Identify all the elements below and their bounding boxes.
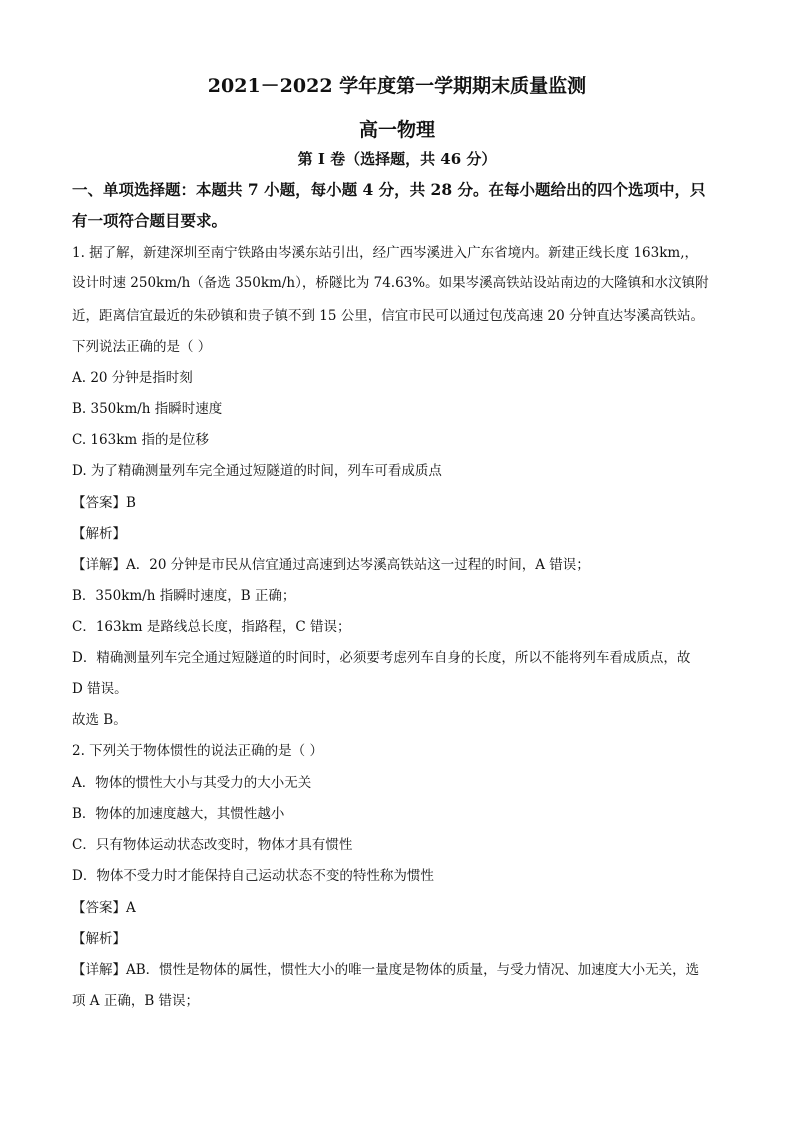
exam-title: 2021－2022 学年度第一学期期末质量监测 xyxy=(207,75,587,97)
q1-option-c: C. 163km 指的是位移 xyxy=(72,432,209,448)
q2-detail-line-1: 【详解】AB．惯性是物体的属性，惯性大小的唯一量度是物体的质量，与受力情况、加速度大小无关，选 xyxy=(72,962,700,978)
subject-title: 高一物理 xyxy=(358,119,435,141)
q1-detail-line-6: 故选 B。 xyxy=(72,712,127,728)
q1-analysis-label: 【解析】 xyxy=(72,526,126,542)
section-heading-line-2: 有一项符合题目要求。 xyxy=(72,211,228,230)
q1-detail-line-5: D 错误。 xyxy=(72,681,128,697)
q2-option-b: B．物体的加速度越大，其惯性越小 xyxy=(72,806,285,822)
section-heading-line-1: 一、单项选择题：本题共 7 小题，每小题 4 分，共 28 分。在每小题给出的四个选项中，只 xyxy=(72,180,706,199)
q2-option-c: C．只有物体运动状态改变时，物体才具有惯性 xyxy=(72,837,353,853)
q2-option-d: D．物体不受力时才能保持自己运动状态不变的特性称为惯性 xyxy=(72,868,434,884)
q2-detail-line-2: 项 A 正确，B 错误； xyxy=(72,993,200,1009)
q1-stem-line-4: 下列说法正确的是（ ） xyxy=(72,339,212,355)
q1-answer: 【答案】B xyxy=(72,495,136,511)
q2-answer: 【答案】A xyxy=(72,900,136,916)
q1-stem-line-3: 近，距离信宜最近的朱砂镇和贵子镇不到 15 公里，信宜市民可以通过包茂高速 20 分钟直达岑溪高铁站。 xyxy=(72,308,705,324)
q1-stem-line-1: 1. 据了解，新建深圳至南宁铁路由岑溪东站引出，经广西岑溪进入广东省境内。新建正线长度 163km,， xyxy=(72,245,699,261)
q1-stem-line-2: 设计时速 250km/h（备选 350km/h），桥隧比为 74.63%。如果岑溪高铁站设站南边的大隆镇和水汶镇附 xyxy=(72,275,709,291)
q1-option-d: D. 为了精确测量列车完全通过短隧道的时间，列车可看成质点 xyxy=(72,463,442,479)
part-title: 第 I 卷（选择题，共 46 分） xyxy=(297,150,497,168)
q2-stem: 2. 下列关于物体惯性的说法正确的是（ ） xyxy=(72,743,323,759)
q1-detail-line-4: D．精确测量列车完全通过短隧道的时间时，必须要考虑列车自身的长度，所以不能将列车看成质点，故 xyxy=(72,650,691,666)
q1-option-a: A. 20 分钟是指时刻 xyxy=(72,370,193,386)
q1-detail-line-3: C．163km 是路线总长度，指路程，C 错误； xyxy=(72,619,351,635)
q1-detail-line-2: B．350km/h 指瞬时速度，B 正确； xyxy=(72,588,296,604)
q1-detail-line-1: 【详解】A．20 分钟是市民从信宜通过高速到达岑溪高铁站这一过程的时间，A 错误； xyxy=(72,557,590,573)
q1-option-b: B. 350km/h 指瞬时速度 xyxy=(72,401,223,417)
q2-option-a: A．物体的惯性大小与其受力的大小无关 xyxy=(72,775,312,791)
q2-analysis-label: 【解析】 xyxy=(72,931,126,947)
